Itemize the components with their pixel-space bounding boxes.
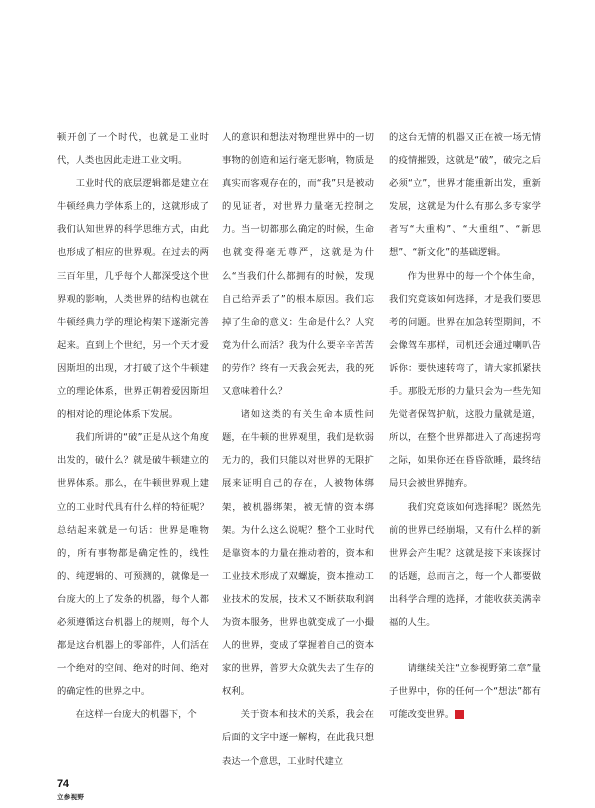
paragraph: 我们究竟该如何选择呢？既然先前的世界已经崩塌，又有什么样的新世界会产生呢？这就是接下来该探讨的话题，总而言之，每一个人都要做出科学合理的选择，才能收获美满幸福的人生。 <box>389 501 541 628</box>
paragraph: 作为世界中的每一个个体生命，我们究竟该如何选择，才是我们要思考的问题。世界在加急转型期间，不会像驾车那样，司机还会通过喇叭告诉你：要快速转弯了，请大家抓紧扶手。那股无形的力量只会为一些先知先觉者保驾护航，这股力量就是道，所以，在整个世界都进入了高速拐弯之际，如果你还在昏昏欲睡，最终结局只会被世界抛弃。 <box>389 270 541 490</box>
paragraph: 我们所讲的“破”正是从这个角度出发的，破什么？就是破牛顿建立的世界体系。那么，在牛顿世界观上建立的工业时代具有什么样的特征呢？总结起来就是一句话：世界是唯物的，所有事物都是确定性的，线性的、纯逻辑的、可预测的，就像是一台庞大的上了发条的机器，每个人都必须遵循这台机器上的规则，每个人都是这台机器上的零部件，人们活在一个绝对的空间、绝对的时间、绝对的确定性的世界之中。 <box>57 432 209 698</box>
paragraph: 人的意识和想法对物理世界中的一切事物的创造和运行毫无影响，物质是真实而客观存在的，而“我”只是被动的见证者，对世界力量毫无控制之力。当一切都那么确定的时候，生命也就变得毫无尊严，这就是为什么“当我们什么都拥有的时候，发现自己给弄丢了”的根本原因。我们忘掉了生命的意义：生命是什么？人究竟为什么而活？我为什么要辛辛苦苦的劳作？终有一天我会死去，我的死又意味着什么？ <box>222 132 374 398</box>
text-column-2 <box>222 126 374 773</box>
paragraph: 关于资本和技术的关系，我会在后面的文字中逐一解构，在此我只想表达一个意思，工业时代建立 <box>222 709 374 767</box>
paragraph: 工业时代的底层逻辑都是建立在牛顿经典力学体系上的，这就形成了我们认知世界的科学思维方式，由此也形成了相应的世界观。在过去的两三百年里，几乎每个人都深受这个世界观的影响，人类世界的结构也就在牛顿经典力学的理论构架下遂渐完善起来。直到上个世纪，另一个天才爱因斯坦的出现，才打破了这个牛顿建立的理论体系，世界正朝着爱因斯坦的相对论的理论体系下发展。 <box>57 178 209 421</box>
page-number: 74 <box>57 778 69 790</box>
text-column-1 <box>57 126 209 726</box>
end-mark-badge: V <box>455 710 464 719</box>
magazine-name: 立参视野 <box>57 793 85 801</box>
paragraph: 在这样一台庞大的机器下，个 <box>75 709 197 721</box>
paragraph: 顿开创了一个时代，也就是工业时代，人类也因此走进工业文明。 <box>57 132 209 167</box>
paragraph: 的这台无情的机器又正在被一场无情的疫情摧毁，这就是“破”，破完之后必须“立”，世界才能重新出发，重新发展，这就是为什么有那么多专家学者写“大重构”、“大重组”、“新思想”、“新文化”的基础逻辑。 <box>389 132 541 259</box>
paragraph: 诸如这类的有关生命本质性问题，在牛顿的世界观里，我们是软弱无力的，我们只能以对世界的无限扩展来证明自己的存在，人被物体绑架，被机器绑架，被无情的资本绑架。为什么这么说呢？整个工业时代是靠资本的力量在推动着的，资本和工业技术形成了双螺旋，资本推动工业技术的发展，技术又不断获取利润为资本服务，世界也就变成了一小撮人的世界，变成了掌握着自己的资本家的世界，普罗大众就失去了生存的权利。 <box>222 409 374 698</box>
closing-text: 请继续关注“立参视野第二章”量子世界中，你的任何一个“想法”都有可能改变世界。 <box>389 663 541 721</box>
closing-paragraph <box>389 657 541 726</box>
text-column-3 <box>389 126 541 726</box>
